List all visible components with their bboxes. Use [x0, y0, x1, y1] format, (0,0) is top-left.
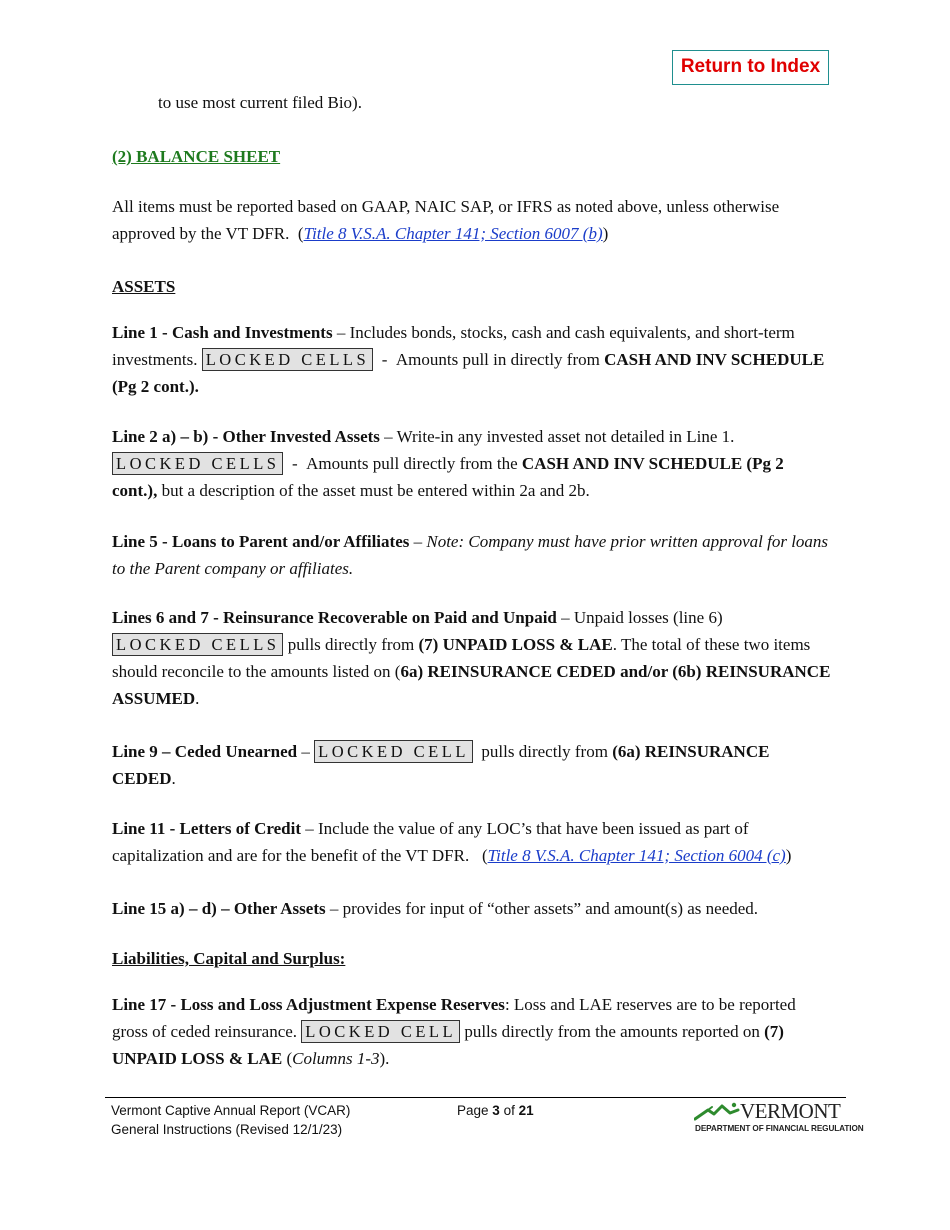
- line15-label: Line 15 a) – d) – Other Assets: [112, 899, 326, 918]
- footer-left: [111, 1101, 350, 1139]
- footer-divider: [105, 1097, 846, 1098]
- citation-link-6004c[interactable]: Title 8 V.S.A. Chapter 141; Section 6004 (c): [487, 846, 786, 865]
- lines67-ref2: 6a) REINSURANCE CEDED and/or (6b) REINSURANCE ASSUMED: [112, 662, 831, 708]
- line5-note: Note: Company must have prior written approval for loans to the Parent company or affiliates.: [112, 532, 829, 578]
- line9-ref: (6a) REINSURANCE CEDED: [112, 742, 770, 788]
- lines67-text2: pulls directly from: [287, 635, 415, 654]
- line1-text2: Amounts pull in directly from: [395, 350, 600, 369]
- line17-columns: Columns 1-3: [292, 1049, 380, 1068]
- of-word: of: [503, 1103, 515, 1118]
- line17-paragraph: Line 17 - Loss and Loss Adjustment Expense Reserves: Loss and LAE reserves are to be reported gross of ceded reinsurance. LOCKED CELL pulls directly from the amounts reported on (7) UNPAID LOSS & LAE (Columns 1-3).: [112, 995, 796, 1068]
- liabilities-heading-text: Liabilities, Capital and Surplus:: [112, 949, 346, 968]
- line15-text: provides for input of “other assets” and amount(s) as needed.: [342, 899, 759, 918]
- locked-cell-badge: LOCKED CELL: [314, 740, 473, 763]
- continuation-text: to use most current filed Bio).: [158, 93, 362, 112]
- intro-text: All items must be reported based on GAAP, NAIC SAP, or IFRS as noted above, unless otherwise approved by the VT DFR.: [112, 197, 780, 243]
- line1-label: Line 1 - Cash and Investments: [112, 323, 333, 342]
- line2-ref: CASH AND INV SCHEDULE (Pg 2 cont.),: [112, 454, 784, 500]
- lines67-label: Lines 6 and 7 - Reinsurance Recoverable on Paid and Unpaid: [112, 608, 557, 627]
- footer-revision: General Instructions (Revised 12/1/23): [111, 1122, 343, 1137]
- page-word: Page: [457, 1103, 489, 1118]
- line17-ref: (7) UNPAID LOSS & LAE: [112, 1022, 784, 1068]
- line2-text: Write-in any invested asset not detailed in Line 1.: [396, 427, 735, 446]
- line5-label: Line 5 - Loans to Parent and/or Affiliates: [112, 532, 410, 551]
- line2-text3: but a description of the asset must be entered within 2a and 2b.: [161, 481, 590, 500]
- line2-label: Line 2 a) – b) - Other Invested Assets: [112, 427, 380, 446]
- line17-text: Loss and LAE reserves are to be reported gross of ceded reinsurance.: [112, 995, 796, 1041]
- liabilities-heading: [112, 945, 832, 972]
- line9-text: pulls directly from: [481, 742, 608, 761]
- locked-cells-badge: LOCKED CELLS: [112, 452, 283, 475]
- locked-cells-badge: LOCKED CELLS: [112, 633, 283, 656]
- page-total: 21: [518, 1103, 534, 1118]
- line1-paragraph: Line 1 - Cash and Investments – Includes bonds, stocks, cash and cash equivalents, and short-term investments. LOCKED CELLS - Amounts pull in directly from CASH AND INV SCHEDULE (Pg 2 cont.).: [112, 323, 825, 396]
- lines67-text: Unpaid losses (line 6): [573, 608, 723, 627]
- assets-heading-text: ASSETS: [112, 277, 176, 296]
- logo-subtitle: DEPARTMENT OF FINANCIAL REGULATION: [695, 1124, 864, 1133]
- locked-cells-badge: LOCKED CELLS: [202, 348, 373, 371]
- return-to-index-button[interactable]: Return to Index: [672, 50, 829, 85]
- line9-paragraph: Line 9 – Ceded Unearned – LOCKED CELL pulls directly from (6a) REINSURANCE CEDED.: [112, 742, 770, 788]
- footer-report-title: Vermont Captive Annual Report (VCAR): [111, 1103, 351, 1118]
- line9-label: Line 9 – Ceded Unearned: [112, 742, 298, 761]
- lines67-ref1: (7) UNPAID LOSS & LAE: [418, 635, 613, 654]
- citation-link-6007b[interactable]: Title 8 V.S.A. Chapter 141; Section 6007 (b): [303, 224, 603, 243]
- balance-sheet-intro: All items must be reported based on GAAP, NAIC SAP, or IFRS as noted above, unless otherwise approved by the VT DFR. (Title 8 V.S.A. Chapter 141; Section 6007 (b)): [112, 197, 780, 243]
- lines67-paragraph: Lines 6 and 7 - Reinsurance Recoverable on Paid and Unpaid – Unpaid losses (line 6) LOCKED CELLS pulls directly from (7) UNPAID LOSS & LAE. The total of these two items should reconcile to the amounts listed on (6a) REINSURANCE CEDED and/or (6b) REINSURANCE ASSUMED.: [112, 608, 831, 708]
- lines67-text3: The total of these two items should reconcile to the amounts listed on (: [112, 635, 811, 681]
- line11-paragraph: Line 11 - Letters of Credit – Include the value of any LOC’s that have been issued as part of capitalization and are for the benefit of the VT DFR. (Title 8 V.S.A. Chapter 141; Section 6004 (c)): [112, 819, 792, 865]
- line17-text2: pulls directly from the amounts reported on: [464, 1022, 760, 1041]
- line2-text2: Amounts pull directly from the: [306, 454, 518, 473]
- line17-label: Line 17 - Loss and Loss Adjustment Expense Reserves: [112, 995, 505, 1014]
- logo-wordmark: VERMONT: [740, 1099, 841, 1123]
- line11-label: Line 11 - Letters of Credit: [112, 819, 302, 838]
- line1-ref: CASH AND INV SCHEDULE (Pg 2 cont.).: [112, 350, 825, 396]
- line2-paragraph: Line 2 a) – b) - Other Invested Assets – Write-in any invested asset not detailed in Line 1. LOCKED CELLS - Amounts pull directly from the CASH AND INV SCHEDULE (Pg 2 cont.), but a description of the asset must be entered within 2a and 2b.: [112, 427, 784, 500]
- balance-sheet-heading: [112, 143, 832, 170]
- locked-cell-badge: LOCKED CELL: [301, 1020, 460, 1043]
- page-current: 3: [492, 1103, 500, 1118]
- line11-text: Include the value of any LOC’s that have been issued as part of capitalization and are for the benefit of the VT DFR.: [112, 819, 749, 865]
- mountain-logo-icon: [694, 1101, 744, 1123]
- vermont-dfr-logo: [694, 1099, 864, 1137]
- line1-text: Includes bonds, stocks, cash and cash equivalents, and short-term investments.: [112, 323, 795, 369]
- assets-heading: [112, 273, 832, 300]
- page-number: [457, 1101, 534, 1120]
- line15-paragraph: Line 15 a) – d) – Other Assets – provides for input of “other assets” and amount(s) as needed.: [112, 899, 759, 918]
- line5-paragraph: Line 5 - Loans to Parent and/or Affiliates – Note: Company must have prior written approval for loans to the Parent company or affiliates.: [112, 532, 829, 578]
- section-heading: (2) BALANCE SHEET: [112, 147, 281, 166]
